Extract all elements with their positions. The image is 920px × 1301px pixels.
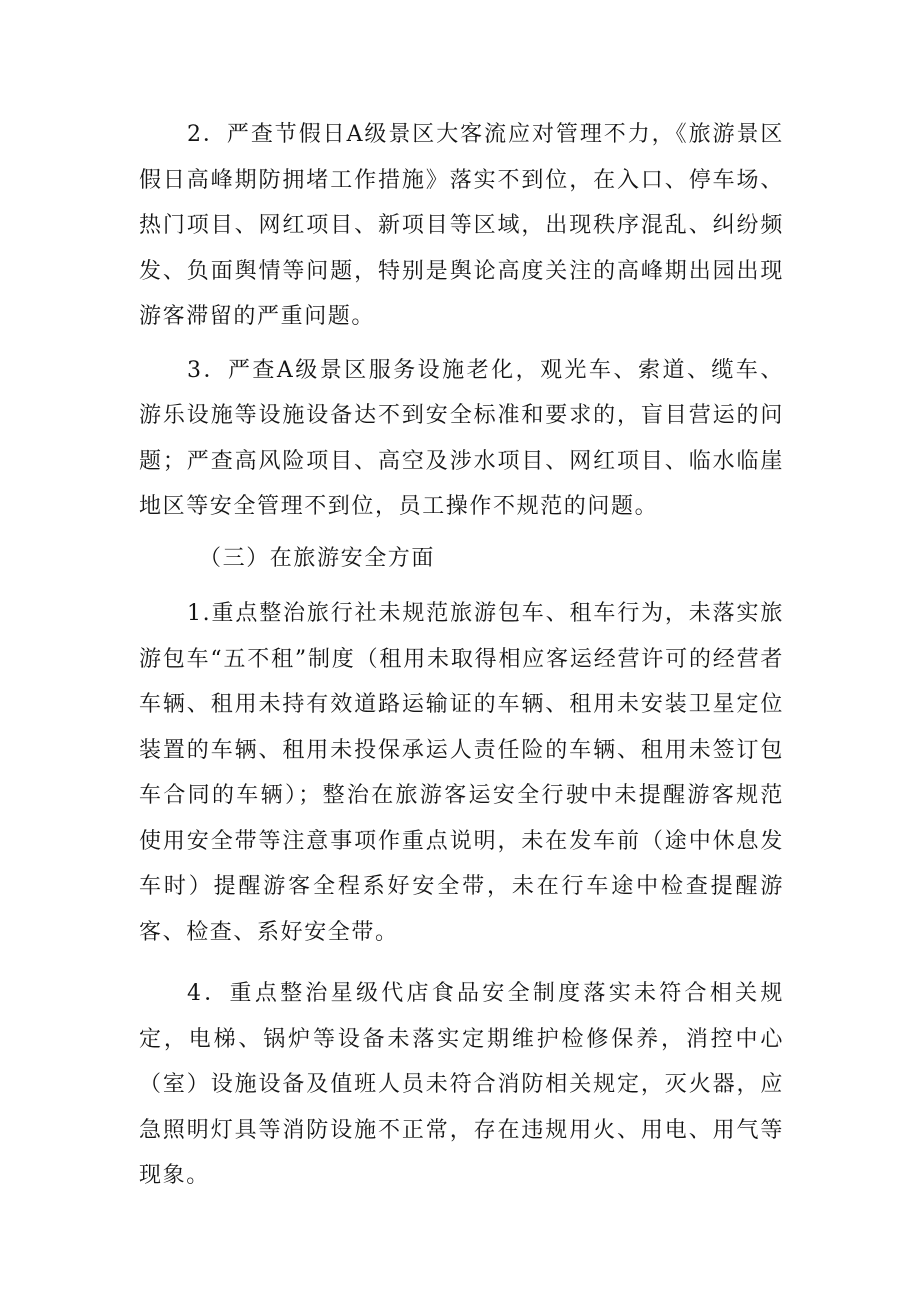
paragraph-item-4: 4．重点整治星级代店食品安全制度落实未符合相关规定，电梯、锅炉等设备未落实定期维护检修保养，消控中心（室）设施设备及值班人员未符合消防相关规定，灭火器，应急照明灯具等消防设施不正常，存在违规用火、用电、用气等现象。 (139, 981, 784, 1188)
document-body (139, 112, 784, 1199)
paragraph-item-2: 2．严查节假日A级景区大客流应对管理不力，《旅游景区假日高峰期防拥堵工作措施》落实不到位，在入口、停车场、热门项目、网红项目、新项目等区域，出现秩序混乱、纠纷频发、负面舆情等问题，特别是舆论高度关注的高峰期出园出现游客滞留的严重问题。 (139, 122, 784, 329)
paragraph-item-3: 3．严查A级景区服务设施老化，观光车、索道、缆车、游乐设施等设施设备达不到安全标准和要求的，盲目营运的问题；严查高风险项目、高空及涉水项目、网红项目、临水临崖地区等安全管理不到位，员工操作不规范的问题。 (139, 357, 784, 519)
section-heading: （三）在旅游安全方面 (199, 545, 436, 571)
paragraph-item-1: 1.重点整治旅行社未规范旅游包车、租车行为，未落实旅游包车“五不租”制度（租用未取得相应客运经营许可的经营者车辆、租用未持有效道路运输证的车辆、租用未安装卫星定位装置的车辆、租用未投保承运人责任险的车辆、租用未签订包车合同的车辆）；整治在旅游客运安全行驶中未提醒游客规范使用安全带等注意事项作重点说明，未在发车前（途中休息发车时）提醒游客全程系好安全带，未在行车途中检查提醒游客、检查、系好安全带。 (139, 601, 784, 945)
